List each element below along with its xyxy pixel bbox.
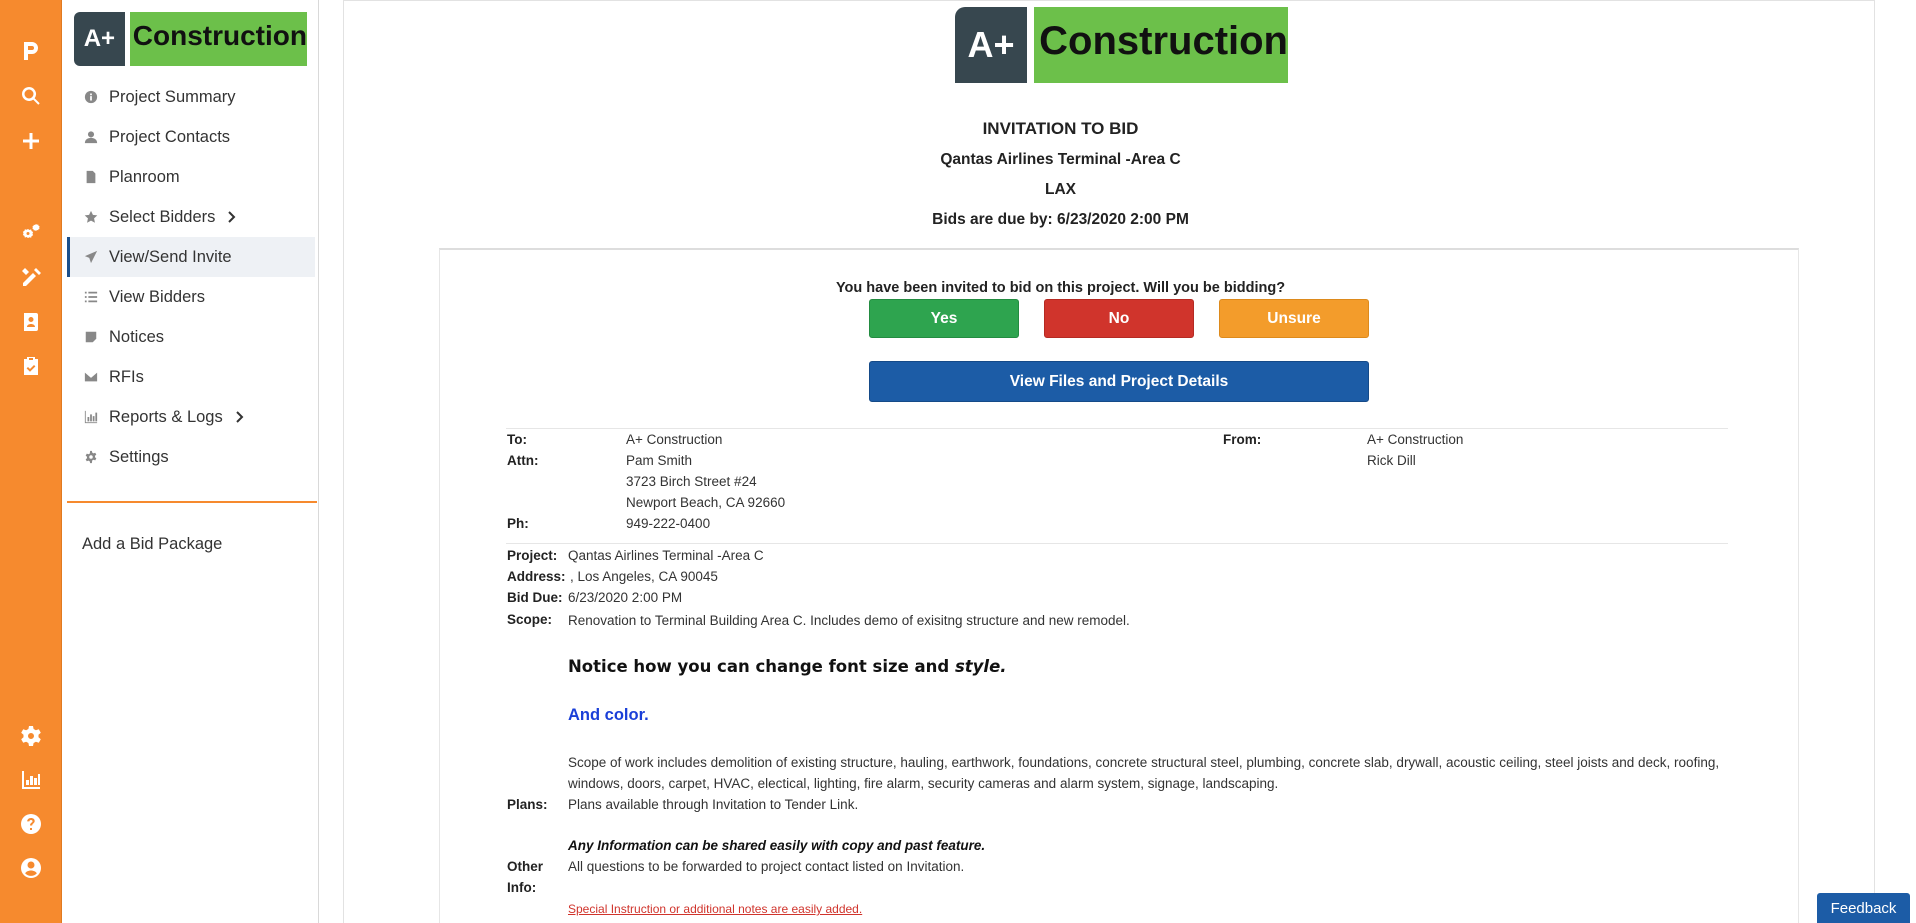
logo-prefix: A+ [74, 12, 125, 66]
from-label: From: [1223, 432, 1262, 447]
sidebar-item-planroom[interactable] [67, 157, 315, 197]
contacts-book-icon[interactable] [17, 308, 45, 336]
app-rail [0, 0, 62, 923]
sidebar-item-reports-logs[interactable] [67, 397, 315, 437]
scope-detail: Scope of work includes demolition of existing structure, hauling, earthwork, foundations, concrete structural steel, plumbing, concrete slab, drywall, acoustic ceiling, steel joists and deck, roofing, windows, doors, carpet, HVAC, electical, lighting, fire alarm, security cameras and alarm system, signage, landscaping. [568, 755, 1720, 791]
and-color-text: And color. [568, 706, 649, 724]
user-account-icon[interactable] [17, 854, 45, 882]
tools-icon[interactable] [17, 264, 45, 292]
logo-name: Construction [130, 12, 307, 66]
bar-chart-icon[interactable] [17, 766, 45, 794]
project-location-heading: LAX [1045, 181, 1076, 198]
phone-value: 949-222-0400 [626, 516, 711, 531]
invitation-title: INVITATION TO BID [982, 119, 1139, 138]
invitation-card [439, 248, 1799, 923]
project-value: Qantas Airlines Terminal -Area C [568, 548, 764, 563]
sidebar-item-label: RFIs [109, 367, 144, 386]
other-label-line-1: Other [507, 859, 544, 874]
bid-due-heading: Bids are due by: 6/23/2020 2:00 PM [932, 211, 1189, 228]
company-logo[interactable] [74, 12, 307, 66]
attn-value: Pam Smith [626, 453, 693, 468]
clipboard-check-icon[interactable] [17, 352, 45, 380]
sidebar-item-label: View/Send Invite [109, 247, 232, 266]
address-line-1: 3723 Birch Street #24 [626, 474, 757, 489]
add-bid-package-link[interactable]: Add a Bid Package [82, 535, 223, 553]
plans-value: Plans available through Invitation to Tender Link. [568, 797, 859, 812]
bid-due-label: Bid Due: [507, 590, 563, 605]
address-label: Address: [507, 569, 566, 584]
other-label-line-2: Info: [507, 880, 537, 895]
section-divider [506, 543, 1728, 544]
star-icon [83, 209, 99, 225]
attn-label: Attn: [507, 453, 539, 468]
feedback-button[interactable]: Feedback [1817, 893, 1910, 923]
sidebar-item-rfis[interactable] [67, 357, 315, 397]
sidebar-item-label: Notices [109, 327, 165, 346]
sidebar-item-notices[interactable] [67, 317, 315, 357]
list-icon [83, 289, 99, 305]
invitation-preview [319, 0, 1916, 923]
to-value: A+ Construction [626, 432, 723, 447]
bid-due-value: 6/23/2020 2:00 PM [568, 590, 683, 605]
plans-label: Plans: [507, 797, 548, 812]
sidebar-item-label: Reports & Logs [109, 407, 223, 426]
from-company: A+ Construction [1367, 432, 1464, 447]
other-info-value: All questions to be forwarded to project contact listed on Invitation. [568, 859, 965, 874]
chevron-right-icon[interactable] [235, 411, 247, 423]
gear-icon [83, 449, 99, 465]
chevron-right-icon[interactable] [227, 211, 239, 223]
bidding-question: You have been invited to bid on this project. Will you be bidding? [835, 280, 1286, 296]
yes-button[interactable]: Yes [869, 299, 1019, 338]
copy-paste-note: Any Information can be shared easily with copy and past feature. [568, 838, 986, 853]
envelope-icon [83, 369, 99, 385]
sidebar-nav [67, 77, 315, 477]
no-button[interactable]: No [1044, 299, 1194, 338]
project-label: Project: [507, 548, 558, 563]
project-sidebar [63, 0, 319, 923]
person-icon [83, 129, 99, 145]
scope-label: Scope: [507, 612, 553, 627]
invitation-logo [955, 7, 1288, 83]
app-logo-icon[interactable] [17, 37, 45, 65]
sidebar-item-label: Planroom [109, 167, 180, 186]
notice-text-main: Notice how you can change font size and [568, 657, 955, 676]
notice-text-style: style. [954, 657, 1007, 676]
to-label: To: [507, 432, 527, 447]
search-icon[interactable] [17, 82, 45, 110]
plus-icon[interactable] [17, 127, 45, 155]
sidebar-item-label: Project Summary [109, 87, 236, 106]
section-divider [506, 428, 1728, 429]
phone-label: Ph: [507, 516, 529, 531]
sidebar-item-view-send-invite[interactable] [67, 237, 315, 277]
unsure-button[interactable]: Unsure [1219, 299, 1369, 338]
sidebar-item-label: View Bidders [109, 287, 205, 306]
sidebar-divider [67, 501, 317, 503]
from-person: Rick Dill [1367, 453, 1416, 468]
view-files-button[interactable]: View Files and Project Details [869, 361, 1369, 402]
special-instructions-link[interactable]: Special Instruction or additional notes are easily added. [568, 902, 863, 916]
settings-cogs-icon[interactable] [17, 220, 45, 248]
invitation-logo-prefix: A+ [955, 7, 1027, 83]
send-icon [83, 249, 99, 265]
sidebar-item-label: Select Bidders [109, 207, 216, 226]
sidebar-item-settings[interactable] [67, 437, 315, 477]
invitation-logo-name: Construction [1034, 7, 1288, 83]
notice-text [568, 657, 1007, 676]
sidebar-item-label: Settings [109, 447, 169, 466]
note-icon [83, 329, 99, 345]
info-icon [83, 89, 99, 105]
chart-icon [83, 409, 99, 425]
help-icon[interactable] [17, 810, 45, 838]
sidebar-item-project-summary[interactable] [67, 77, 315, 117]
sidebar-item-project-contacts[interactable] [67, 117, 315, 157]
gear-icon[interactable] [17, 722, 45, 750]
sidebar-item-label: Project Contacts [109, 127, 231, 146]
project-name-heading: Qantas Airlines Terminal -Area C [940, 151, 1181, 168]
sidebar-item-select-bidders[interactable] [67, 197, 315, 237]
sidebar-item-view-bidders[interactable] [67, 277, 315, 317]
scope-value: Renovation to Terminal Building Area C. Includes demo of exisitng structure and new remodel. [568, 613, 1130, 628]
address-line-2: Newport Beach, CA 92660 [626, 495, 786, 510]
document-icon [83, 169, 99, 185]
address-value: , Los Angeles, CA 90045 [570, 569, 718, 584]
